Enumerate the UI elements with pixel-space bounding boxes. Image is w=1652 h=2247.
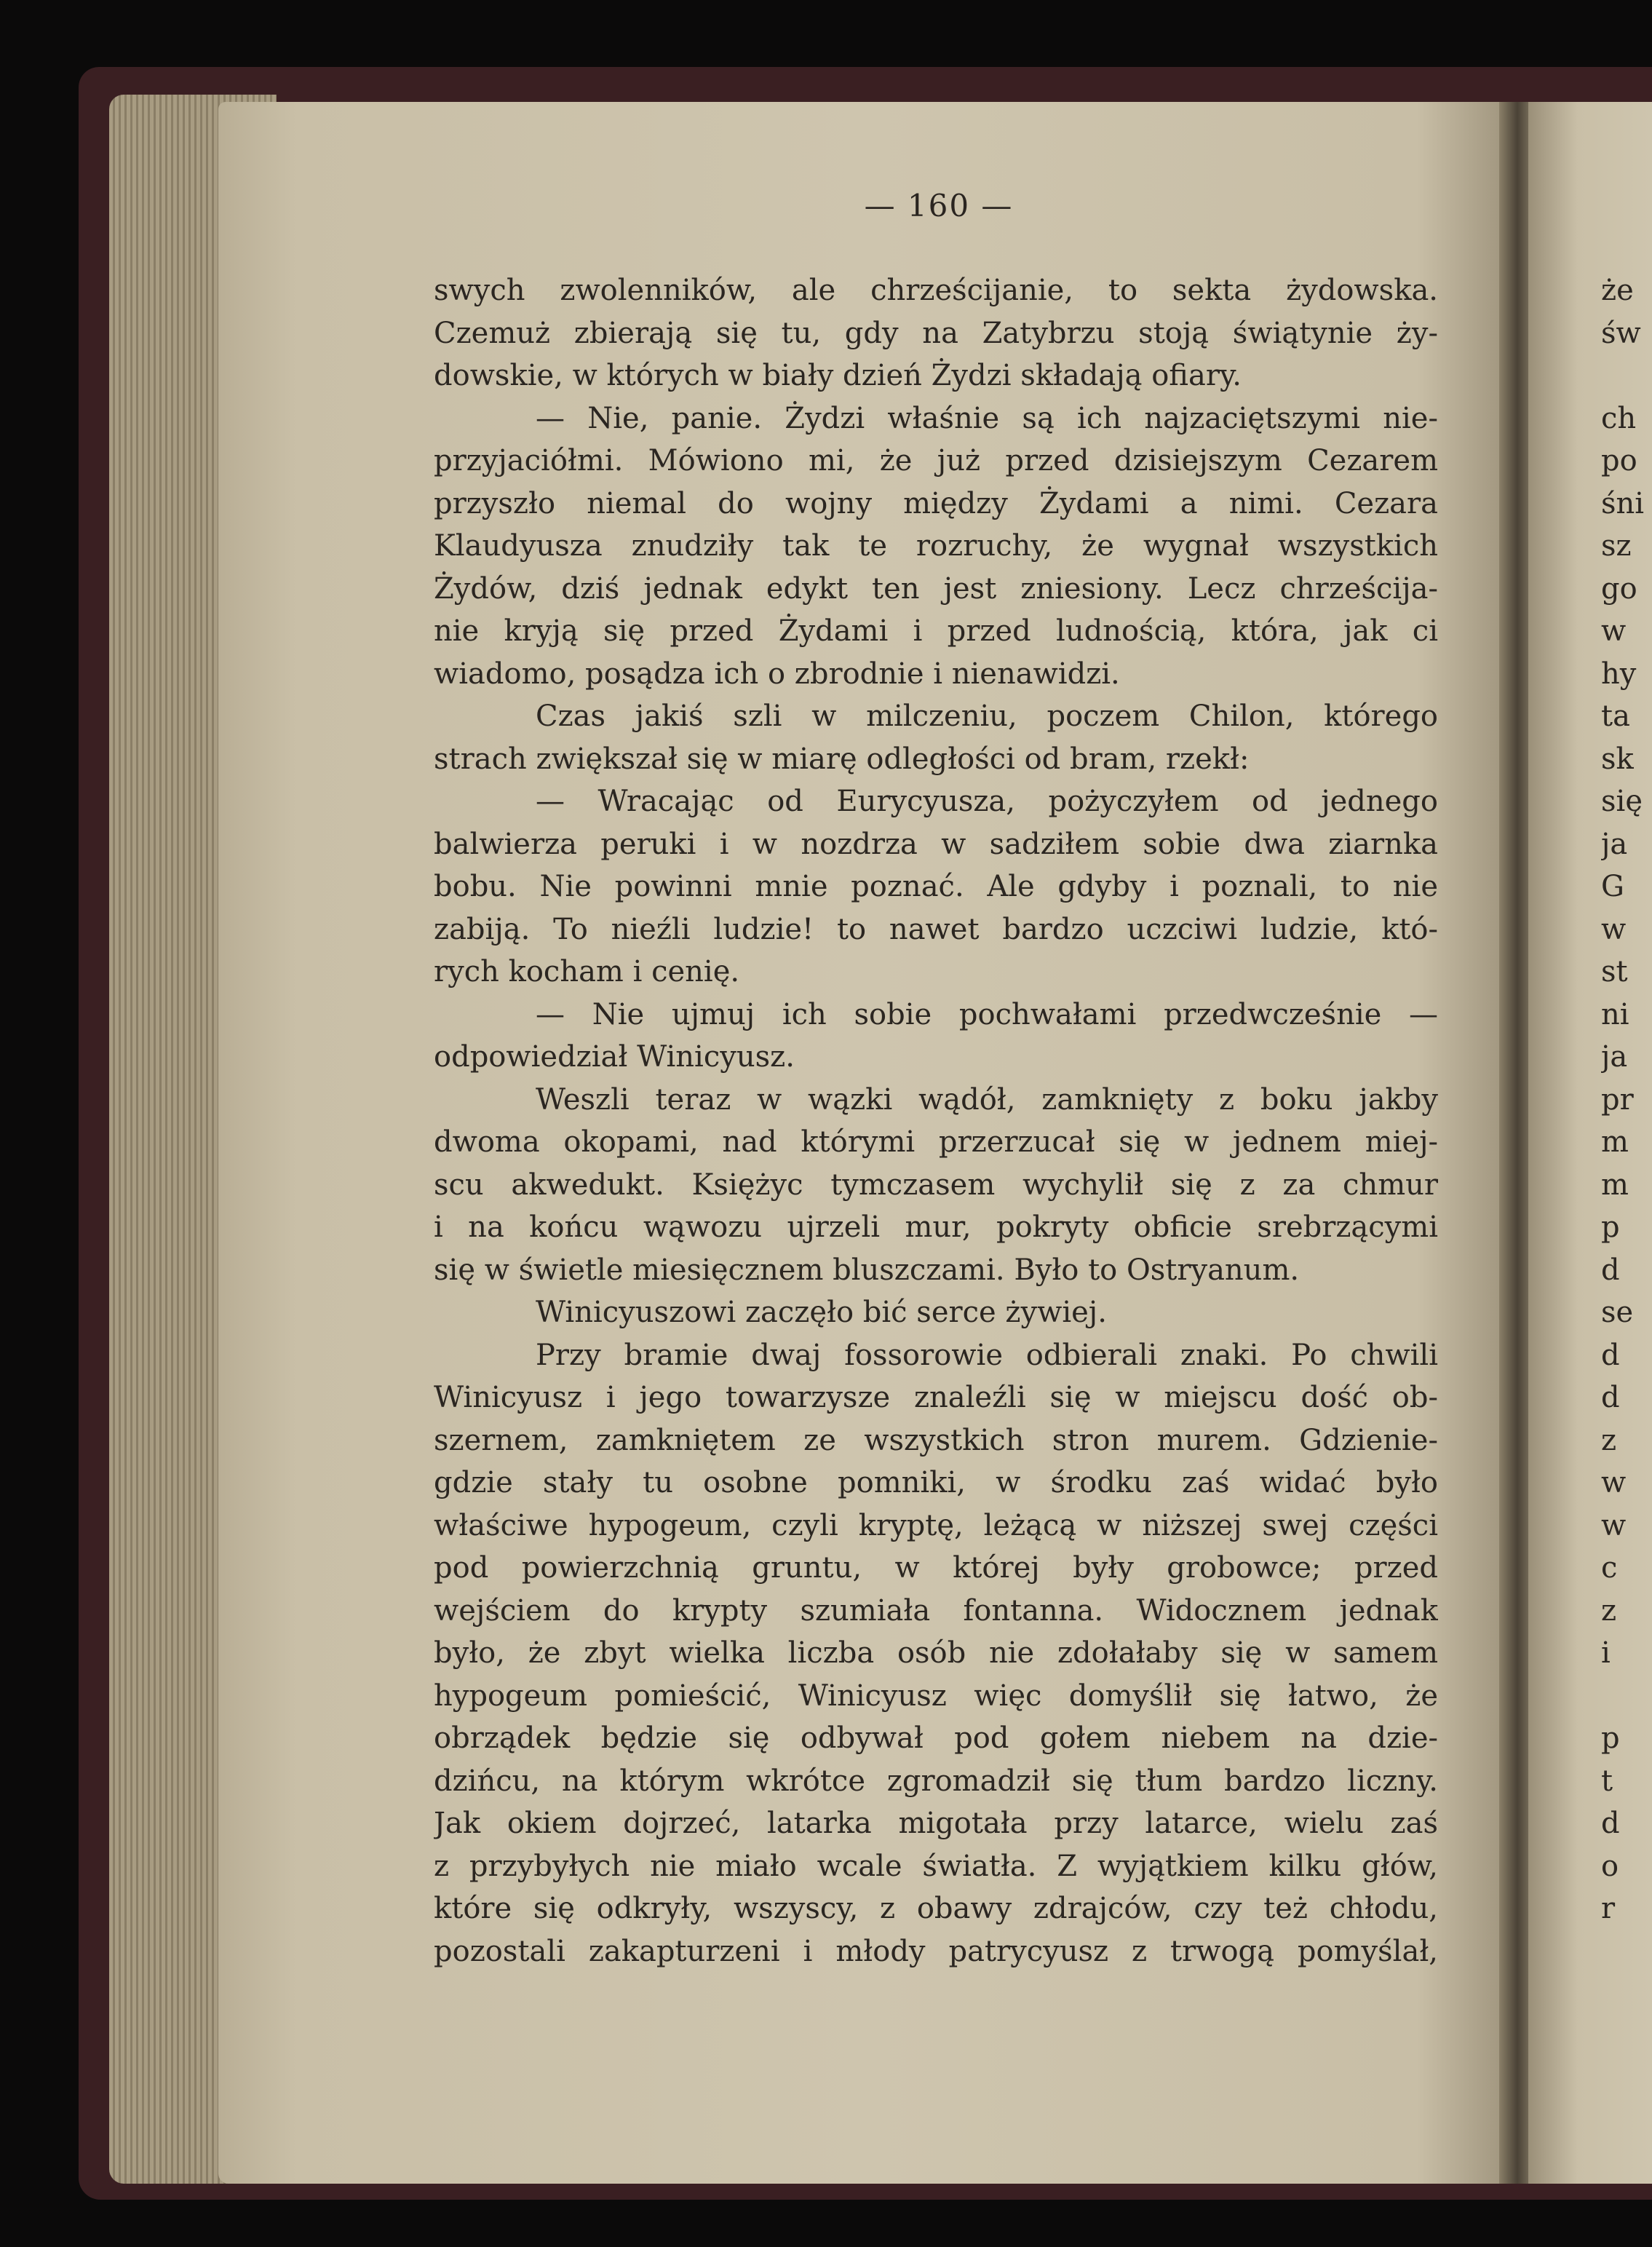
right-page-fragment: pr (1601, 1082, 1634, 1117)
text-line: się w świetle miesięcznem bluszczami. Było to Ostryanum. (434, 1253, 1300, 1287)
right-page-fragment: ch (1601, 401, 1637, 435)
right-page-fragment: ja (1601, 827, 1628, 861)
text-line: rych kocham i cenię. (434, 955, 740, 988)
right-page-fragment: po (1601, 444, 1637, 477)
text-line: Klaudyusza znudziły tak te rozruchy, że wygnał wszystkich (434, 529, 1438, 563)
right-page-fragment: w (1601, 614, 1627, 648)
text-line: które się odkryły, wszyscy, z obawy zdrajców, czy też chłodu, (434, 1892, 1438, 1925)
text-line: pozostali zakapturzeni i młody patrycyusz z trwogą pomyślał, (434, 1934, 1438, 1968)
right-page-fragment: i (1601, 1636, 1611, 1670)
right-page-fragment: c (1601, 1551, 1618, 1585)
text-line: Czas jakiś szli w milczeniu, poczem Chilon, którego (536, 700, 1438, 733)
text-line: Winicyuszowi zaczęło bić serce żywiej. (536, 1296, 1107, 1329)
right-page-fragment: w (1601, 1466, 1627, 1499)
right-page-fragment: śni (1601, 486, 1645, 520)
right-page-fragment (1601, 354, 1652, 397)
right-page-fragment: d (1601, 1381, 1620, 1414)
text-line: Czemuż zbierają się tu, gdy na Zatybrzu stoją świątynie ży- (434, 316, 1438, 350)
text-line: szernem, zamkniętem ze wszystkich stron murem. Gdzienie- (434, 1423, 1438, 1457)
text-line: strach zwiększał się w miarę odległości od bram, rzekł: (434, 742, 1250, 776)
right-page-fragment: m (1601, 1125, 1629, 1159)
text-line: — Nie, panie. Żydzi właśnie są ich najzaciętszymi nie- (536, 401, 1438, 435)
right-page-fragment (1601, 1675, 1652, 1718)
text-line: balwierza peruki i w nozdrza w sadziłem sobie dwa ziarnka (434, 827, 1438, 861)
right-page-fragment: ja (1601, 1040, 1628, 1074)
text-line: przyjaciółmi. Mówiono mi, że już przed dzisiejszym Cezarem (434, 444, 1438, 477)
text-line: właściwe hypogeum, czyli kryptę, leżącą w niższej swej części (434, 1508, 1438, 1542)
text-line: swych zwolenników, ale chrześcijanie, to sekta żydowska. (434, 274, 1438, 307)
right-page-fragment: w (1601, 912, 1627, 946)
text-line: gdzie stały tu osobne pomniki, w środku zaś widać było (434, 1466, 1438, 1499)
right-page-fragment: sk (1601, 742, 1634, 776)
text-line: było, że zbyt wielka liczba osób nie zdołałaby się w samem (434, 1636, 1438, 1670)
right-page-text (1601, 269, 1652, 1930)
right-page-fragment: sz (1601, 529, 1632, 563)
text-line: dowskie, w których w biały dzień Żydzi składają ofiary. (434, 359, 1242, 392)
text-line: nie kryją się przed Żydami i przed ludnością, która, jak ci (434, 614, 1438, 648)
text-line: obrządek będzie się odbywał pod gołem niebem na dzie- (434, 1721, 1438, 1755)
right-page-fragment: że (1601, 274, 1634, 307)
text-line: i na końcu wąwozu ujrzeli mur, pokryty obficie srebrzącymi (434, 1210, 1438, 1244)
right-page-fragment: o (1601, 1849, 1619, 1883)
right-page-fragment: z (1601, 1423, 1617, 1457)
text-line: hypogeum pomieścić, Winicyusz więc domyślił się łatwo, że (434, 1679, 1438, 1713)
right-page-fragment: ta (1601, 700, 1630, 733)
text-line: — Nie ujmuj ich sobie pochwałami przedwcześnie — (536, 997, 1438, 1031)
right-page-fragment: t (1601, 1764, 1613, 1798)
right-page-fragment: się (1601, 785, 1643, 818)
text-line: pod powierzchnią gruntu, w której były grobowce; przed (434, 1551, 1438, 1585)
right-page-fragment: d (1601, 1807, 1620, 1840)
text-line: Weszli teraz w wązki wądół, zamknięty z boku jakby (536, 1082, 1438, 1117)
right-page-fragment: hy (1601, 657, 1637, 691)
right-page-fragment: św (1601, 316, 1641, 350)
text-line: bobu. Nie powinni mnie poznać. Ale gdyby i poznali, to nie (434, 870, 1438, 903)
page-number: — 160 — (864, 188, 1014, 223)
text-line: scu akwedukt. Księżyc tymczasem wychylił się z za chmur (434, 1168, 1438, 1202)
right-page-fragment: go (1601, 571, 1637, 606)
text-line: wiadomo, posądza ich o zbrodnie i nienawidzi. (434, 657, 1120, 691)
right-page-fragment: d (1601, 1253, 1620, 1287)
right-page-fragment: r (1601, 1892, 1616, 1925)
right-page-fragment: ni (1601, 997, 1629, 1031)
right-page-fragment: w (1601, 1508, 1627, 1542)
text-line: zabiją. To nieźli ludzie! to nawet bardzo uczciwi ludzie, któ- (434, 912, 1438, 946)
right-page-fragment: G (1601, 870, 1624, 903)
right-page-fragment: z (1601, 1593, 1617, 1628)
text-line: Przy bramie dwaj fossorowie odbierali znaki. Po chwili (536, 1338, 1438, 1372)
text-line: wejściem do krypty szumiała fontanna. Widocznem jednak (434, 1593, 1438, 1628)
body-text (434, 269, 1438, 1973)
text-line: — Wracając od Eurycyusza, pożyczyłem od jednego (536, 785, 1438, 818)
right-page-fragment: se (1601, 1296, 1634, 1329)
right-page-fragment: st (1601, 955, 1628, 988)
right-page-fragment: d (1601, 1338, 1620, 1372)
text-line: przyszło niemal do wojny między Żydami a nimi. Cezara (434, 486, 1438, 520)
text-line: odpowiedział Winicyusz. (434, 1040, 795, 1074)
text-line: Jak okiem dojrzeć, latarka migotała przy latarce, wielu zaś (434, 1807, 1438, 1840)
right-page-fragment: p (1601, 1721, 1620, 1755)
right-page-fragment: p (1601, 1210, 1620, 1244)
text-line: z przybyłych nie miało wcale światła. Z wyjątkiem kilku głów, (434, 1849, 1438, 1883)
text-line: Żydów, dziś jednak edykt ten jest zniesiony. Lecz chrześcija- (434, 571, 1438, 606)
text-line: Winicyusz i jego towarzysze znaleźli się w miejscu dość ob- (434, 1381, 1438, 1414)
text-line: dzińcu, na którym wkrótce zgromadził się tłum bardzo liczny. (434, 1764, 1438, 1798)
text-line: dwoma okopami, nad którymi przerzucał się w jednem miej- (434, 1125, 1438, 1159)
right-page-fragment: m (1601, 1168, 1629, 1202)
